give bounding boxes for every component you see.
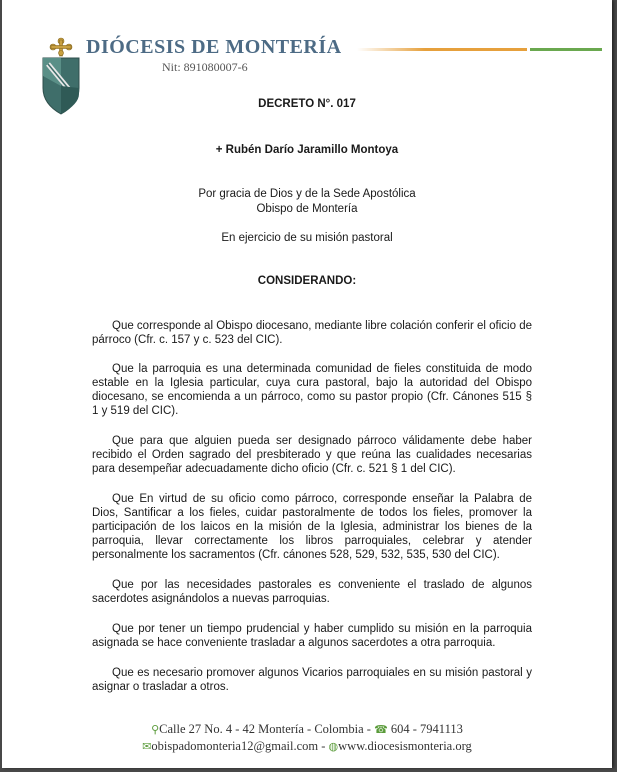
grace-line-2: Obispo de Montería <box>256 203 358 215</box>
footer-phone: 604 - 7941113 <box>390 722 463 736</box>
diocese-title: DIÓCESIS DE MONTERÍA <box>86 36 342 58</box>
mission-line: En ejercicio de su misión pastoral <box>221 232 393 244</box>
grace-line-1: Por gracia de Dios y de la Sede Apostólica <box>198 188 416 200</box>
footer-email[interactable]: obispadomonteria12@gmail.com - <box>151 739 326 753</box>
considerando-paragraph-4: Que En virtud de su oficio como párroco, corresponde enseñar la Palabra de Dios, Santificar a los fieles, cuidar pastoralmente de todos los fieles, promover la participación de los laicos en la misión de la Iglesia, administrar los bienes de la parroquia, llevar correctamente los libros parroquiales, celebrar y atender personalmente los sacramentos (Cfr. cánones 528, 529, 532, 535, 530 del CIC). <box>92 493 532 561</box>
footer-address: Calle 27 No. 4 - 42 Montería - Colombia - <box>159 722 371 736</box>
decree-number: DECRETO N°. 017 <box>258 98 356 110</box>
considerando-paragraph-2: Que la parroquia es una determinada comunidad de fieles constituida de modo estable en la Iglesia particular, cuya cura pastoral, bajo la autoridad del Obispo diocesano, se encomienda a un párroco, como su pastor propio (Cfr. Cánones 515 § 1 y 519 del CIC). <box>92 363 532 417</box>
considerando-paragraph-7: Que es necesario promover algunos Vicarios parroquiales en su misión pastoral y asignar o trasladar a otros. <box>92 667 532 693</box>
considerando-paragraph-3: Que para que alguien pueda ser designado párroco válidamente debe haber recibido el Orden sagrado del presbiterado y que reúna las cualidades necesarias para desempeñar adecuadamente dicho oficio (Cfr. c. 521 § 1 del CIC). <box>92 435 532 475</box>
document-page <box>2 0 612 768</box>
header-rule-green <box>530 48 602 51</box>
footer-contact-line <box>2 739 612 754</box>
considerando-paragraph-1: Que corresponde al Obispo diocesano, mediante libre colación conferir el oficio de párroco (Cfr. c. 157 y c. 523 del CIC). <box>92 320 532 346</box>
phone-icon: ☎ <box>374 723 388 736</box>
bishop-name: + Rubén Darío Jaramillo Montoya <box>215 144 399 156</box>
considerando-paragraph-6: Que por tener un tiempo prudencial y haber cumplido su misión en la parroquia asignada se hace conveniente trasladar a algunos sacerdotes a otra parroquia. <box>92 623 532 649</box>
location-pin-icon: ⚲ <box>151 723 160 736</box>
header-rule-orange <box>357 48 527 51</box>
footer-website[interactable]: www.diocesismonteria.org <box>338 739 472 753</box>
email-icon: ✉ <box>142 740 152 753</box>
considerando-paragraph-5: Que por las necesidades pastorales es conveniente el traslado de algunos sacerdotes asignándolos a nuevas parroquias. <box>92 579 532 605</box>
considering-heading: CONSIDERANDO: <box>257 275 357 287</box>
globe-icon: ◍ <box>328 740 339 753</box>
footer-address-line <box>2 722 612 737</box>
diocese-nit: Nit: 891080007-6 <box>162 60 248 74</box>
